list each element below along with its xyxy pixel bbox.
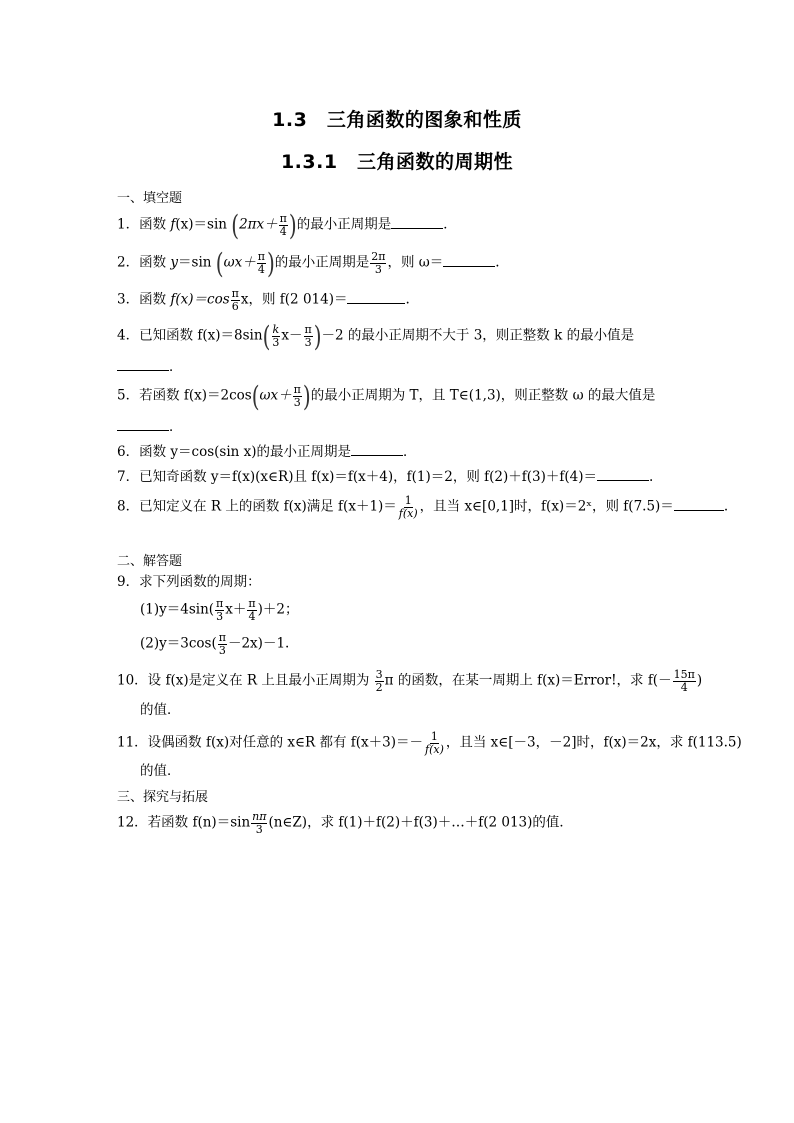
answer-blank [351, 443, 403, 456]
fraction: $\frac{\pi}{4}$ [279, 212, 287, 238]
question-1: 1．函数 f(x)＝sin (2πx＋ $\frac{\pi}{4}$ )的最小正周期是 ． [117, 208, 457, 242]
answer-blank [347, 291, 405, 304]
question-9: 9．求下列函数的周期： [117, 574, 261, 590]
answer-blank [443, 254, 495, 267]
question-4-answer-line: ． [117, 358, 183, 375]
question-2: 2．函数 y＝sin (ωx＋ $\frac{\pi}{4}$ )的最小正周期是 $\frac{2\pi}{3}$ ，则 ω＝ . [117, 246, 500, 280]
question-12: 12．若函数 f(n)＝sin $\frac{n\pi}{3}$ (n∈Z)，求 f(1)＋f(2)＋f(3)＋…＋f(2 013)的值． [117, 810, 573, 836]
section-heading-solve: 二、解答题 [117, 554, 183, 569]
question-3: 3．函数 f(x)＝cos $\frac{\pi}{6}$ x，则 f(2 014)＝ . [117, 287, 410, 313]
question-7: 7．已知奇函数 y＝f(x)(x∈R)且 f(x)＝f(x＋4)，f(1)＝2，则 f(2)＋f(3)＋f(4)＝ . [117, 469, 654, 485]
question-10-line-2: 的值． [140, 702, 181, 718]
question-6: 6．函数 y＝cos(sin x)的最小正周期是 ． [117, 444, 417, 460]
section-heading-fill-blank: 一、填空题 [117, 191, 183, 206]
answer-blank [674, 498, 724, 511]
answer-blank [117, 358, 169, 371]
question-5-answer-line: ． [117, 418, 183, 435]
answer-blank [117, 418, 169, 431]
question-11: 11．设偶函数 f(x)对任意的 x∈R 都有 f(x＋3)＝－ $\frac{1}{f(x)}$ ，且当 x∈[－3，－2]时，f(x)＝2x，求 f(113.5) [117, 730, 742, 756]
question-8: 8．已知定义在 R 上的函数 f(x)满足 f(x＋1)＝ $\frac{1}{f(x)}$ ，且当 x∈[0,1]时，f(x)＝2ˣ，则 f(7.5)＝ . [117, 494, 729, 520]
answer-blank [597, 468, 649, 481]
page-title: 1.3 三角函数的图象和性质 [272, 109, 522, 131]
question-4: 4．已知函数 f(x)＝8sin( $\frac{k}{3}$ x－ $\frac{\pi}{3}$ )－2 的最小正周期不大于 3，则正整数 k 的最小值是 [117, 319, 635, 353]
question-9-part-2: (2)y＝3cos( $\frac{\pi}{3}$ －2x)－1. [140, 631, 290, 657]
question-11-line-2: 的值． [140, 763, 181, 779]
section-heading-explore: 三、探究与拓展 [117, 790, 209, 805]
question-5: 5．若函数 f(x)＝2cos(ωx＋ $\frac{\pi}{3}$ )的最小正周期为 T，且 T∈(1,3)，则正整数 ω 的最大值是 [117, 379, 656, 413]
question-9-part-1: (1)y＝4sin( $\frac{\pi}{3}$ x＋ $\frac{\pi}{4}$ )＋2； [140, 597, 299, 623]
question-10: 10．设 f(x)是定义在 R 上且最小正周期为 $\frac{3}{2}$ π 的函数，在某一周期上 f(x)＝Error!，求 f(－ $\frac{15\pi}{4}$ ) [117, 668, 703, 694]
answer-blank [391, 216, 443, 229]
page-subtitle: 1.3.1 三角函数的周期性 [280, 151, 514, 173]
